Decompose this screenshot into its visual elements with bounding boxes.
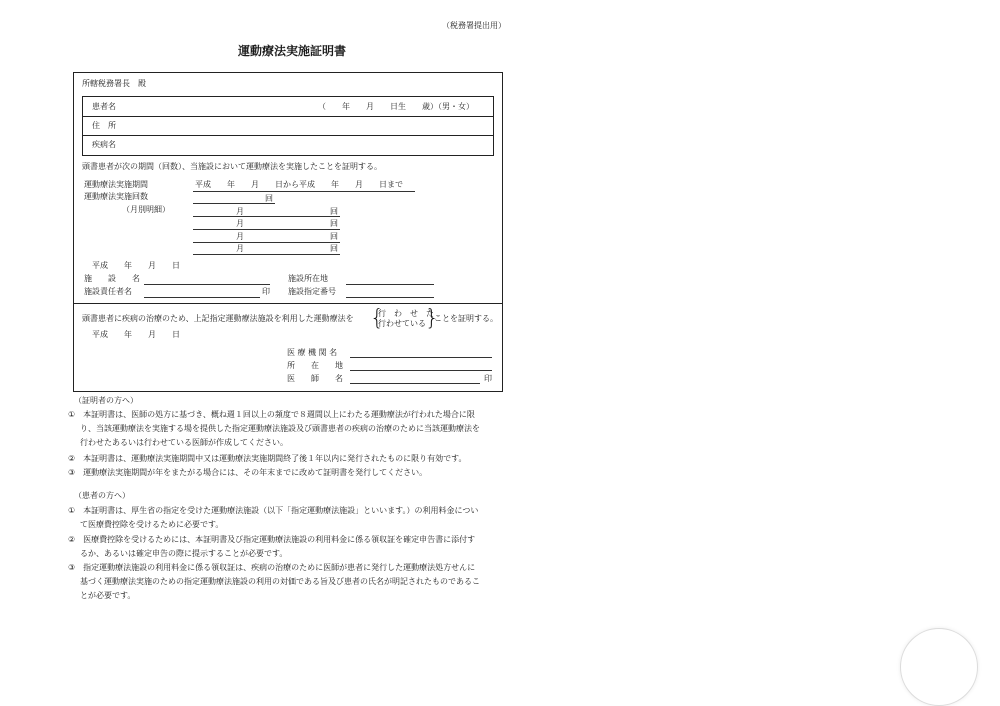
note-line: ② 本証明書は、運動療法実施期間中又は運動療法実施期間終了後１年以内に発行されたものに限り有効です。 <box>68 454 467 463</box>
document-title: 運動療法実施証明書 <box>238 44 347 58</box>
note-line: ① 本証明書は、医師の処方に基づき、概ね週１回以上の頻度で８週間以上にわたる運動療法が行われた場合に限 <box>68 410 475 419</box>
floating-circle-button[interactable] <box>900 628 978 706</box>
note-line: て医療費控除を受けるために必要です。 <box>80 520 224 529</box>
certification-statement-1: 頭書患者が次の期間（回数）、当施設において運動療法を実施したことを証明する。 <box>82 162 382 171</box>
note-line: るか、あるいは確定申告の際に提示することが必要です。 <box>80 549 288 558</box>
section-divider <box>73 303 502 304</box>
monthly-underline <box>193 229 340 230</box>
doctor-name-label: 医 師 名 <box>287 374 343 383</box>
notes-certifier-heading: （証明者の方へ） <box>74 396 138 405</box>
monthly-underline <box>193 254 340 255</box>
medical-institution-label: 医 療 機 関 名 <box>287 348 338 357</box>
month-unit: 月 <box>236 219 244 228</box>
facility-name-label: 施 設 名 <box>84 274 140 283</box>
addressee: 所轄税務署長 殿 <box>82 79 146 88</box>
count-unit: 回 <box>330 244 338 253</box>
note-line: ③ 指定運動療法施設の利用料金に係る領収証は、疾病の治療のために医師が患者に発行した運動療法処方せんに <box>68 563 476 572</box>
note-line: ② 医療費控除を受けるためには、本証明書及び指定運動療法施設の利用料金に係る領収証を確定申告書に添付す <box>68 535 476 544</box>
submit-to-note: （税務署提出用） <box>442 21 506 30</box>
count-label: 運動療法実施回数 <box>84 192 148 201</box>
facility-location-label: 施設所在地 <box>288 274 328 283</box>
count-underline <box>193 203 275 204</box>
issue-date-2: 平成 年 月 日 <box>92 330 180 339</box>
period-label: 運動療法実施期間 <box>84 180 148 189</box>
seal-mark: 印 <box>262 287 270 296</box>
month-unit: 月 <box>236 244 244 253</box>
monthly-label: （月別明細） <box>122 205 170 214</box>
month-unit: 月 <box>236 207 244 216</box>
doctor-name-underline <box>350 383 480 384</box>
age-sex-field: （ 年 月 日生 歳）（男・女） <box>318 102 474 111</box>
patient-row-divider <box>82 135 493 136</box>
disease-label: 疾病名 <box>92 140 116 149</box>
institution-location-label: 所 在 地 <box>287 361 343 370</box>
issue-date: 平成 年 月 日 <box>92 261 180 270</box>
monthly-underline <box>193 216 340 217</box>
note-line: ① 本証明書は、厚生省の指定を受けた運動療法施設（以下「指定運動療法施設」といいます。）の利用料金につい <box>68 506 479 515</box>
doctor-seal-mark: 印 <box>484 374 492 383</box>
left-brace: { <box>370 306 384 331</box>
count-unit: 回 <box>330 219 338 228</box>
note-line: 基づく運動療法実施のための指定運動療法施設の利用の対価である旨及び患者の氏名が明記されたものであるこ <box>80 577 480 586</box>
note-line: ③ 運動療法実施期間が年をまたがる場合には、その年末までに改めて証明書を発行してください。 <box>68 468 428 477</box>
count-unit: 回 <box>265 194 273 203</box>
right-brace: } <box>425 306 439 331</box>
brace-option-doing: 行わせている <box>378 319 426 328</box>
facility-name-underline <box>144 284 270 285</box>
count-unit: 回 <box>330 232 338 241</box>
month-unit: 月 <box>236 232 244 241</box>
period-value: 平成 年 月 日から平成 年 月 日まで <box>195 180 403 189</box>
facility-location-underline <box>346 284 434 285</box>
facility-number-underline <box>346 297 434 298</box>
period-underline <box>193 191 415 192</box>
certification-statement-2: 頭書患者に疾病の治療のため、上記指定運動療法施設を利用した運動療法を <box>82 314 354 323</box>
patient-row-divider <box>82 116 493 117</box>
monthly-underline <box>193 242 340 243</box>
note-line: り、当該運動療法を実施する場を提供した指定運動療法施設及び頭書患者の疾病の治療のために当該運動療法を <box>80 424 480 433</box>
institution-location-underline <box>350 370 492 371</box>
address-label: 住 所 <box>92 121 116 130</box>
note-line: 行わせたあるいは行わせている医師が作成してください。 <box>80 438 288 447</box>
facility-number-label: 施設指定番号 <box>288 287 336 296</box>
notes-patient-heading: （患者の方へ） <box>74 491 130 500</box>
note-line: とが必要です。 <box>80 591 136 600</box>
medical-institution-underline <box>350 357 492 358</box>
certification-statement-2-end: ことを証明する。 <box>434 314 498 323</box>
facility-manager-label: 施設責任者名 <box>84 287 132 296</box>
patient-name-label: 患者名 <box>92 102 116 111</box>
count-unit: 回 <box>330 207 338 216</box>
brace-option-did: 行 わ せ た <box>378 309 434 318</box>
facility-manager-underline <box>144 297 260 298</box>
